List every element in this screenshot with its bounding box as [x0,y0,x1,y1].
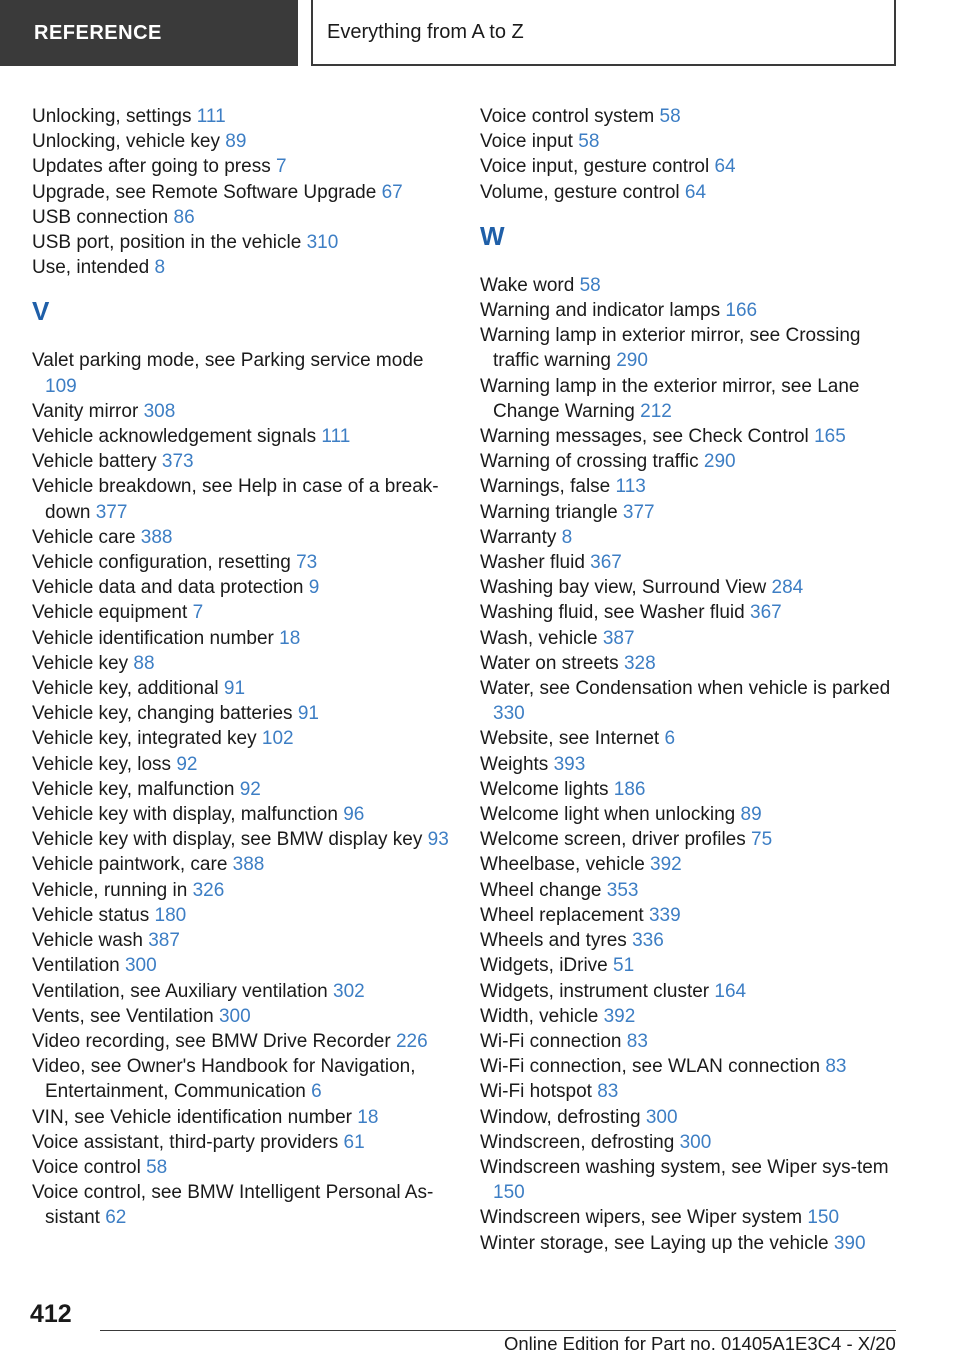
index-entry-term: Vehicle equipment [32,602,188,624]
index-entry [480,1079,900,1104]
page-reference-link[interactable]: 300 [645,1106,678,1128]
index-entry [480,1054,900,1079]
index-entry-term: Windscreen wipers, see Wiper system [480,1207,803,1229]
page-reference-link[interactable]: 7 [192,602,204,624]
index-entry-term: Wheelbase, vehicle [480,854,645,876]
index-column-left [32,104,452,1231]
index-entry [480,1105,900,1130]
page-number: 412 [30,1300,72,1328]
index-entry [480,752,900,777]
page-reference-link[interactable]: 89 [740,804,762,826]
page-reference-link[interactable]: 58 [146,1156,168,1178]
index-entry-term: Vehicle key, changing batteries [32,703,293,725]
index-entry-term: Vehicle wash [32,930,143,952]
index-entry [32,399,452,424]
section-title: REFERENCE [34,21,162,44]
page-reference-link[interactable]: 6 [664,728,676,750]
page-reference-link[interactable]: 226 [395,1030,428,1052]
index-entry-term: Upgrade, see Remote Software Upgrade [32,181,377,203]
index-entry-term: Welcome screen, driver profiles [480,829,746,851]
index-entry-term: Vehicle breakdown, see Help in case of a break‐down [32,476,439,523]
index-column-right [480,104,900,1256]
index-entry [480,777,900,802]
page-reference-link[interactable]: 328 [623,652,656,674]
page-reference-link[interactable]: 9 [308,577,320,599]
index-entry-term: Warning and indicator lamps [480,300,721,322]
index-entry [480,878,900,903]
page-reference-link[interactable]: 302 [333,980,365,1002]
index-entry [32,525,452,550]
index-entry [480,374,900,424]
index-entry-term: Vehicle acknowledgement signals [32,426,317,448]
index-entry-term: Wi-Fi connection, see WLAN connection [480,1056,821,1078]
index-entry-term: Washer fluid [480,552,585,574]
page-reference-link[interactable]: 353 [606,879,639,901]
index-entry [32,1180,452,1230]
page-reference-link[interactable]: 61 [343,1131,365,1153]
page-reference-link[interactable]: 67 [381,181,403,203]
index-entry [32,726,452,751]
index-entry-term: Widgets, instrument cluster [480,980,710,1002]
index-entry-term: Warning triangle [480,501,618,523]
page-reference-link[interactable]: 7 [275,156,287,178]
index-entry [32,180,452,205]
index-entry-term: VIN, see Vehicle identification number [32,1106,353,1128]
page-reference-link[interactable]: 51 [613,955,635,977]
section-tab [0,0,298,66]
index-entry-term: USB port, position in the vehicle [32,232,302,254]
index-entry [32,449,452,474]
page-reference-link[interactable]: 166 [725,300,758,322]
index-entry [32,550,452,575]
page-reference-link[interactable]: 367 [750,602,782,624]
index-entry [32,701,452,726]
page-reference-link[interactable]: 92 [239,778,261,800]
index-entry-term: Voice control, see BMW Intelligent Personal As‐sistant [32,1182,434,1229]
page-reference-link[interactable]: 180 [154,904,187,926]
index-entry [32,878,452,903]
index-entry [32,928,452,953]
page-reference-link[interactable]: 150 [493,1182,525,1204]
index-entry-term: Warning messages, see Check Control [480,426,809,448]
index-entry [480,273,900,298]
page-reference-link[interactable]: 91 [297,703,319,725]
page-reference-link[interactable]: 93 [427,829,449,851]
page-reference-link[interactable]: 111 [196,106,226,127]
index-entry [32,802,452,827]
index-entry-term: Voice control [32,1156,141,1178]
index-entry-term: Vehicle key [32,652,129,674]
page-reference-link[interactable]: 111 [321,426,351,448]
index-entry-term: Warranty [480,526,557,548]
page-reference-link[interactable]: 392 [650,854,682,876]
index-entry-term: Video recording, see BMW Drive Recorder [32,1030,391,1052]
index-entry-term: Vehicle care [32,526,136,548]
index-entry-term: Vehicle key, malfunction [32,778,235,800]
index-entry [480,104,900,129]
index-entry-term: Video, see Owner's Handbook for Navigation, Entertainment, Communication [32,1056,416,1103]
index-entry-term: Water on streets [480,652,619,674]
index-entry [32,205,452,230]
page-reference-link[interactable]: 367 [590,552,622,574]
page-reference-link[interactable]: 83 [825,1056,847,1078]
index-entry [32,255,452,280]
index-entry-term: Vehicle key with display, see BMW display key [32,829,423,851]
index-entry-term: Vehicle data and data protection [32,577,304,599]
page-reference-link[interactable]: 387 [602,627,635,649]
index-entry-term: Window, defrosting [480,1106,641,1128]
index-entry [32,852,452,877]
page-reference-link[interactable]: 290 [616,350,648,372]
index-entry [32,129,452,154]
page-reference-link[interactable]: 326 [192,879,225,901]
page-reference-link[interactable]: 18 [279,627,301,649]
index-entry [480,1029,900,1054]
page-reference-link[interactable]: 18 [357,1106,379,1128]
index-entry-term: Vehicle key, additional [32,678,219,700]
index-entry [480,449,900,474]
index-entry [480,1004,900,1029]
page-reference-link[interactable]: 393 [553,753,586,775]
index-entry-term: Warning lamp in exterior mirror, see Crossing traffic warning [480,325,861,372]
index-entry [480,1130,900,1155]
page-reference-link[interactable]: 109 [45,375,77,397]
page-reference-link[interactable]: 86 [173,206,195,228]
page-reference-link[interactable]: 58 [578,131,600,153]
page-reference-link[interactable]: 392 [603,1005,636,1027]
page-reference-link[interactable]: 8 [154,257,166,279]
index-entry [32,903,452,928]
index-entry-term: Wheel change [480,879,602,901]
page-reference-link[interactable]: 113 [615,476,646,498]
index-entry-term: Voice input [480,131,573,153]
index-entry [480,903,900,928]
index-entry [480,1231,900,1256]
index-entry-term: Voice input, gesture control [480,156,710,178]
page-reference-link[interactable]: 64 [714,156,736,178]
index-entry [480,180,900,205]
page-reference-link[interactable]: 284 [771,577,804,599]
index-entry [480,129,900,154]
index-entry [32,1004,452,1029]
index-entry [32,230,452,255]
page-reference-link[interactable]: 308 [143,400,176,422]
footer-divider [100,1330,896,1331]
index-entry [32,777,452,802]
page-reference-link[interactable]: 58 [579,274,601,296]
index-entry [32,424,452,449]
index-entry [32,676,452,701]
index-entry-term: Vehicle configuration, resetting [32,552,291,574]
index-entry-term: Wi-Fi hotspot [480,1081,592,1103]
page-reference-link[interactable]: 330 [493,703,525,725]
index-entry-term: Volume, gesture control [480,181,680,203]
index-entry [480,979,900,1004]
index-entry [480,474,900,499]
index-entry-term: Warnings, false [480,476,611,498]
page-reference-link[interactable]: 388 [140,526,173,548]
index-entry-term: Windscreen washing system, see Wiper sys‐tem [480,1156,889,1178]
index-entry [480,154,900,179]
page-reference-link[interactable]: 339 [648,904,681,926]
index-entry [480,802,900,827]
edition-note: Online Edition for Part no. 01405A1E3C4 - X/20 [504,1333,896,1354]
index-entry [32,104,452,129]
index-entry [480,323,900,373]
page-reference-link[interactable]: 300 [124,955,157,977]
index-entry [32,348,452,398]
index-entry [480,928,900,953]
index-entry [480,525,900,550]
page-reference-link[interactable]: 387 [148,930,180,952]
page-reference-link[interactable]: 150 [807,1207,840,1229]
index-entry-term: Voice control system [480,106,655,127]
chapter-tab [311,0,896,66]
index-entry [480,1205,900,1230]
index-entry [480,953,900,978]
page-reference-link[interactable]: 83 [597,1081,619,1103]
index-entry-term: Vehicle key, integrated key [32,728,257,750]
page-reference-link[interactable]: 300 [218,1005,251,1027]
index-entry-term: Vehicle key with display, malfunction [32,804,338,826]
index-entry-term: Weights [480,753,549,775]
page-reference-link[interactable]: 164 [714,980,747,1002]
page-reference-link[interactable]: 373 [161,451,194,473]
index-entry [32,953,452,978]
index-entry-term: Unlocking, settings [32,106,192,127]
index-entry [32,626,452,651]
page-reference-link[interactable]: 310 [306,232,339,254]
index-entry [480,626,900,651]
index-entry [480,1155,900,1205]
index-entry-term: Vehicle paintwork, care [32,854,228,876]
index-entry [32,1105,452,1130]
page-reference-link[interactable]: 212 [640,400,672,422]
page-reference-link[interactable]: 91 [223,678,246,700]
index-entry [32,979,452,1004]
page-reference-link[interactable]: 96 [343,804,365,826]
index-entry [480,852,900,877]
index-entry [32,474,452,524]
index-entry [480,827,900,852]
index-entry-term: Ventilation, see Auxiliary ventilation [32,980,328,1002]
page-header [0,0,960,66]
index-entry-term: Vents, see Ventilation [32,1005,214,1027]
index-entry [480,500,900,525]
index-entry-term: Welcome lights [480,778,609,800]
index-entry [480,298,900,323]
index-entry-term: Vehicle key, loss [32,753,172,775]
index-entry-term: Vehicle status [32,904,150,926]
index-entry-term: Water, see Condensation when vehicle is parked [480,678,891,700]
index-entry-term: Wheel replacement [480,904,644,926]
index-entry [32,600,452,625]
index-entry-term: Washing bay view, Surround View [480,577,767,599]
page-reference-link[interactable]: 64 [684,181,707,203]
page-reference-link[interactable]: 62 [105,1207,127,1229]
index-letter-heading: W [480,220,505,251]
page-reference-link[interactable]: 186 [613,778,646,800]
index-entry-term: Winter storage, see Laying up the vehicle [480,1232,829,1254]
page-reference-link[interactable]: 377 [622,501,655,523]
index-entry [32,1029,452,1054]
index-entry-term: Wake word [480,274,575,296]
index-entry-term: Use, intended [32,257,150,279]
index-entry-term: Warning lamp in the exterior mirror, see Lane Change Warning [480,375,860,422]
index-entry [32,575,452,600]
page-reference-link[interactable]: 88 [133,652,155,674]
page-reference-link[interactable]: 8 [561,526,573,548]
chapter-title: Everything from A to Z [327,20,524,43]
page-reference-link[interactable]: 92 [176,753,198,775]
index-entry-term: Width, vehicle [480,1005,599,1027]
index-entry-term: Washing fluid, see Washer fluid [480,602,745,624]
index-entry [480,726,900,751]
index-entry [32,827,452,852]
index-entry-term: Valet parking mode, see Parking service mode [32,350,424,372]
page-reference-link[interactable]: 75 [751,829,773,851]
index-entry-term: Wheels and tyres [480,930,627,952]
index-entry-term: Voice assistant, third-party providers [32,1131,339,1153]
page-reference-link[interactable]: 102 [261,728,294,750]
index-entry [32,1054,452,1104]
index-entry-term: Windscreen, defrosting [480,1131,675,1153]
page-reference-link[interactable]: 390 [833,1232,866,1254]
index-entry-term: Wash, vehicle [480,627,598,649]
index-entry-term: Vanity mirror [32,400,139,422]
page-reference-link[interactable]: 165 [814,426,846,448]
index-entry-term: Vehicle, running in [32,879,188,901]
page-reference-link[interactable]: 89 [225,131,247,153]
index-entry-term: Unlocking, vehicle key [32,131,220,153]
index-entry-term: Website, see Internet [480,728,660,750]
index-entry [32,752,452,777]
index-entry-term: Ventilation [32,955,120,977]
index-entry-term: Warning of crossing traffic [480,451,699,473]
page-reference-link[interactable]: 83 [626,1030,648,1052]
index-entry [480,676,900,726]
index-entry [32,1130,452,1155]
index-entry-term: Wi-Fi connection [480,1030,622,1052]
index-entry-term: Vehicle identification number [32,627,274,649]
page-reference-link[interactable]: 6 [311,1081,322,1103]
page-reference-link[interactable]: 58 [659,106,681,127]
index-entry-term: Welcome light when unlocking [480,804,736,826]
index-entry-term: Updates after going to press [32,156,271,178]
index-entry [32,154,452,179]
page-reference-link[interactable]: 290 [703,451,736,473]
index-entry [480,651,900,676]
index-entry [480,575,900,600]
index-entry-term: Vehicle battery [32,451,157,473]
index-entry [480,550,900,575]
index-entry-term: Widgets, iDrive [480,955,608,977]
index-entry [480,424,900,449]
page-reference-link[interactable]: 73 [296,552,318,574]
page-reference-link[interactable]: 300 [679,1131,712,1153]
page-reference-link[interactable]: 377 [95,501,128,523]
index-entry [32,1155,452,1180]
index-letter-heading: V [32,296,50,327]
index-entry [32,651,452,676]
page-reference-link[interactable]: 388 [232,854,265,876]
index-entry-term: USB connection [32,206,169,228]
page-reference-link[interactable]: 336 [632,930,664,952]
index-entry [480,600,900,625]
